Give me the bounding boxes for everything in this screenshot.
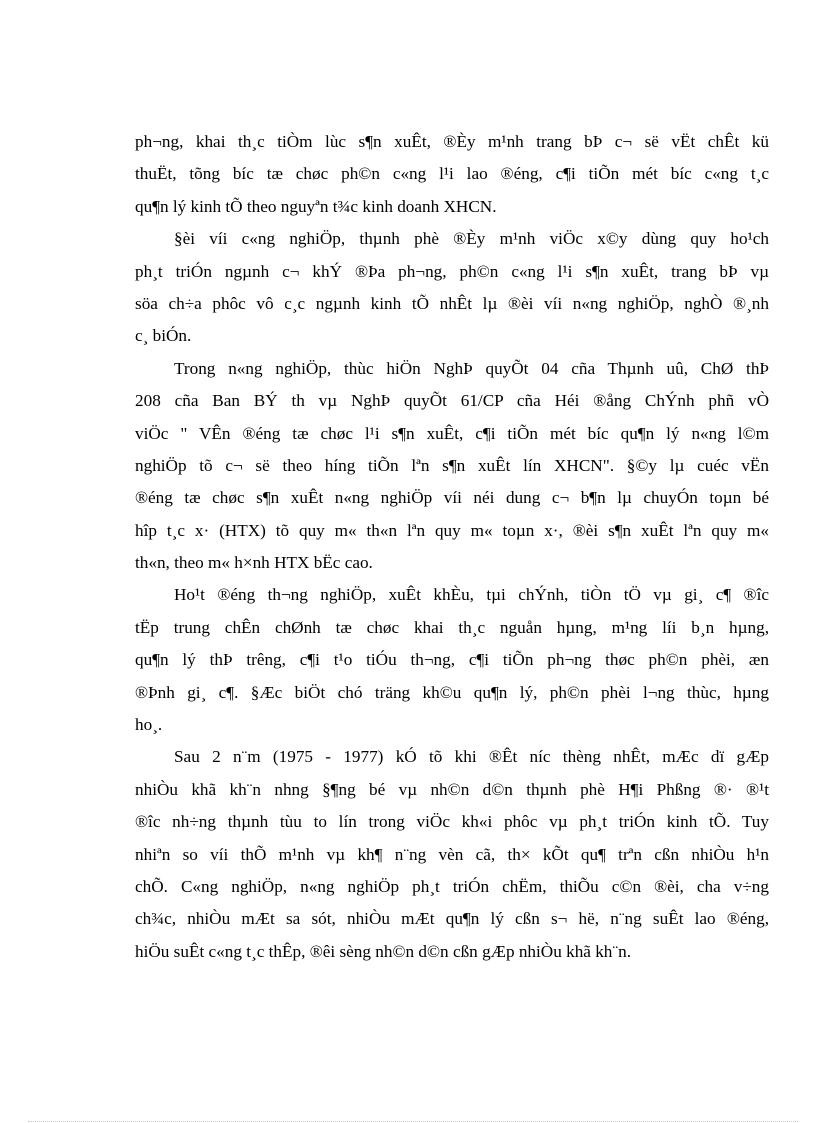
text-line: hîp t¸c x· (HTX) tõ quy m« th«n lªn quy m« toµn x·, ®èi s¶n xuÊt lªn quy m«: [135, 520, 769, 540]
text-line: nghiÖp tõ c¬ së theo híng tiÕn lªn s¶n xuÊt lín XHCN". §©y lµ cuéc vËn: [135, 455, 769, 475]
text-line: qu¶n lý kinh tÕ theo nguyªn t¾c kinh doanh XHCN.: [135, 196, 497, 216]
text-line: ph¬ng, khai th¸c tiÒm lùc s¶n xuÊt, ®Èy m¹nh trang bÞ c¬ së vËt chÊt kü: [135, 132, 769, 151]
text-line: chÕ. C«ng nghiÖp, n«ng nghiÖp ph¸t triÓn chËm, thiÕu c©n ®èi, cha v÷ng: [135, 876, 769, 896]
text-line: nhiªn so víi thÕ m¹nh vµ kh¶ n¨ng vèn cã, th× kÕt qu¶ trªn cßn nhiÒu h¹n: [135, 844, 769, 864]
text-line: tËp trung chÊn chØnh tæ chøc khai th¸c nguån hµng, m¹ng líi b¸n hµng,: [135, 617, 769, 637]
text-line: ph¸t triÓn ngµnh c¬ khÝ ®Þa ph¬ng, ph©n c«ng l¹i s¶n xuÊt, trang bÞ vµ: [135, 261, 769, 281]
text-line: 208 cña Ban BÝ th vµ NghÞ quyÕt 61/CP cña Héi ®ång ChÝnh phñ vÒ: [135, 391, 769, 411]
text-line: th«n, theo m« h×nh HTX bËc cao.: [135, 553, 373, 573]
text-line: ®Þnh gi¸ c¶. §Æc biÖt chó träng kh©u qu¶n lý, ph©n phèi l¬ng thùc, hµng: [135, 682, 769, 702]
text-line: viÖc " VÊn ®éng tæ chøc l¹i s¶n xuÊt, c¶i tiÕn mét bíc qu¶n lý n«ng l©m: [135, 423, 769, 443]
text-line: söa ch÷a phôc vô c¸c ngµnh kinh tÕ nhÊt lµ ®èi víi n«ng nghiÖp, nghÒ ®¸nh: [135, 293, 769, 313]
text-line: nhiÒu khã kh¨n nhng §¶ng bé vµ nh©n d©n thµnh phè H¶i Phßng ®· ®¹t: [135, 779, 769, 799]
text-line: qu¶n lý thÞ trêng, c¶i t¹o tiÓu th¬ng, c¶i tiÕn ph¬ng thøc ph©n phèi, æn: [135, 650, 769, 670]
text-line: thuËt, tõng bíc tæ chøc ph©n c«ng l¹i lao ®éng, c¶i tiÕn mét bíc c«ng t¸c: [135, 164, 769, 184]
body-text: [135, 126, 769, 968]
text-line: ho¸.: [135, 715, 163, 735]
paragraph-start-line: Trong n«ng nghiÖp, thùc hiÖn NghÞ quyÕt 04 cña Thµnh uû, ChØ thÞ: [174, 358, 769, 378]
text-line: hiÖu suÊt c«ng t¸c thÊp, ®êi sèng nh©n d©n cßn gÆp nhiÒu khã kh¨n.: [135, 941, 632, 961]
paragraph-start-line: Sau 2 n¨m (1975 - 1977) kÓ tõ khi ®Êt níc thèng nhÊt, mÆc dï gÆp: [174, 747, 769, 767]
text-line: c¸ biÓn.: [135, 326, 192, 346]
paragraph-start-line: Ho¹t ®éng th¬ng nghiÖp, xuÊt khÈu, tµi chÝnh, tiÒn tÖ vµ gi¸ c¶ ®îc: [174, 585, 769, 605]
text-line: ®îc nh÷ng thµnh tùu to lín trong viÖc kh«i phôc vµ ph¸t triÓn kinh tÕ. Tuy: [135, 812, 769, 832]
page-bottom-divider: [28, 1121, 798, 1122]
text-line: ch¾c, nhiÒu mÆt sa sót, nhiÒu mÆt qu¶n lý cßn s¬ hë, n¨ng suÊt lao ®éng,: [135, 909, 769, 929]
text-line: ®éng tæ chøc s¶n xuÊt n«ng nghiÖp víi néi dung c¬ b¶n lµ chuyÓn toµn bé: [135, 488, 769, 508]
paragraph-start-line: §èi víi c«ng nghiÖp, thµnh phè ®Èy m¹nh viÖc x©y dùng quy ho¹ch: [174, 229, 769, 249]
